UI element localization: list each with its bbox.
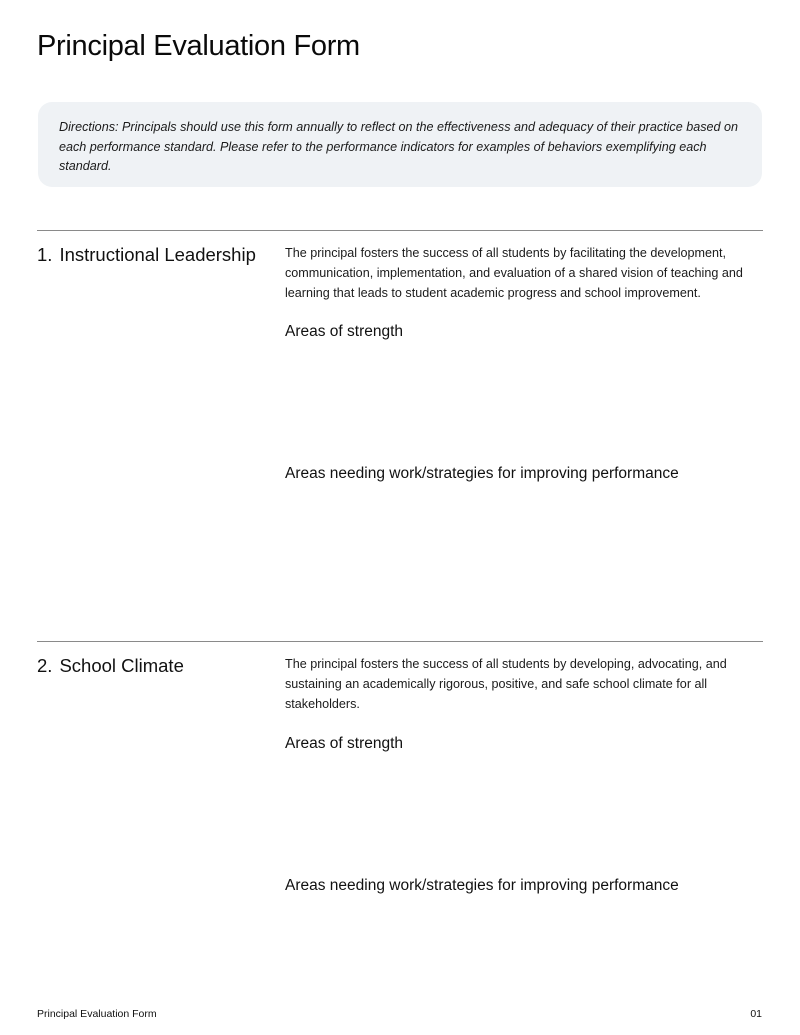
areas-of-strength-label: Areas of strength xyxy=(285,735,404,752)
section-divider xyxy=(37,641,763,642)
areas-needing-work-field[interactable] xyxy=(285,490,763,630)
page-title: Principal Evaluation Form xyxy=(37,30,360,62)
section-number: 2. xyxy=(37,655,53,676)
section-number: 1. xyxy=(37,244,53,265)
areas-of-strength-field[interactable] xyxy=(285,348,763,458)
footer-page-number: 01 xyxy=(750,1008,762,1020)
areas-of-strength-label: Areas of strength xyxy=(285,323,404,340)
areas-needing-work-label: Areas needing work/strategies for improving performance xyxy=(285,465,679,482)
section-divider xyxy=(37,230,763,231)
section-heading-school-climate xyxy=(37,655,184,677)
section-description: The principal fosters the success of all students by developing, advocating, and sustaining an academically rigorous, positive, and safe school climate for all stakeholders. xyxy=(285,657,727,711)
section-title: School Climate xyxy=(59,655,184,676)
areas-needing-work-field[interactable] xyxy=(285,902,763,997)
section-heading-instructional-leadership xyxy=(37,244,256,266)
footer-document-title: Principal Evaluation Form xyxy=(37,1008,157,1020)
areas-needing-work-label: Areas needing work/strategies for improving performance xyxy=(285,877,679,894)
section-title: Instructional Leadership xyxy=(59,244,256,265)
section-description: The principal fosters the success of all students by facilitating the development, communication, implementation, and evaluation of a shared vision of teaching and learning that leads to student academic progress and school improvement. xyxy=(285,246,743,300)
directions-text: Directions: Principals should use this form annually to reflect on the effectiveness and adequacy of their practice based on each performance standard. Please refer to the performance indicators for examples of behaviors exemplifying each standard. xyxy=(59,120,739,173)
directions-box xyxy=(38,102,762,187)
areas-of-strength-field[interactable] xyxy=(285,760,763,870)
